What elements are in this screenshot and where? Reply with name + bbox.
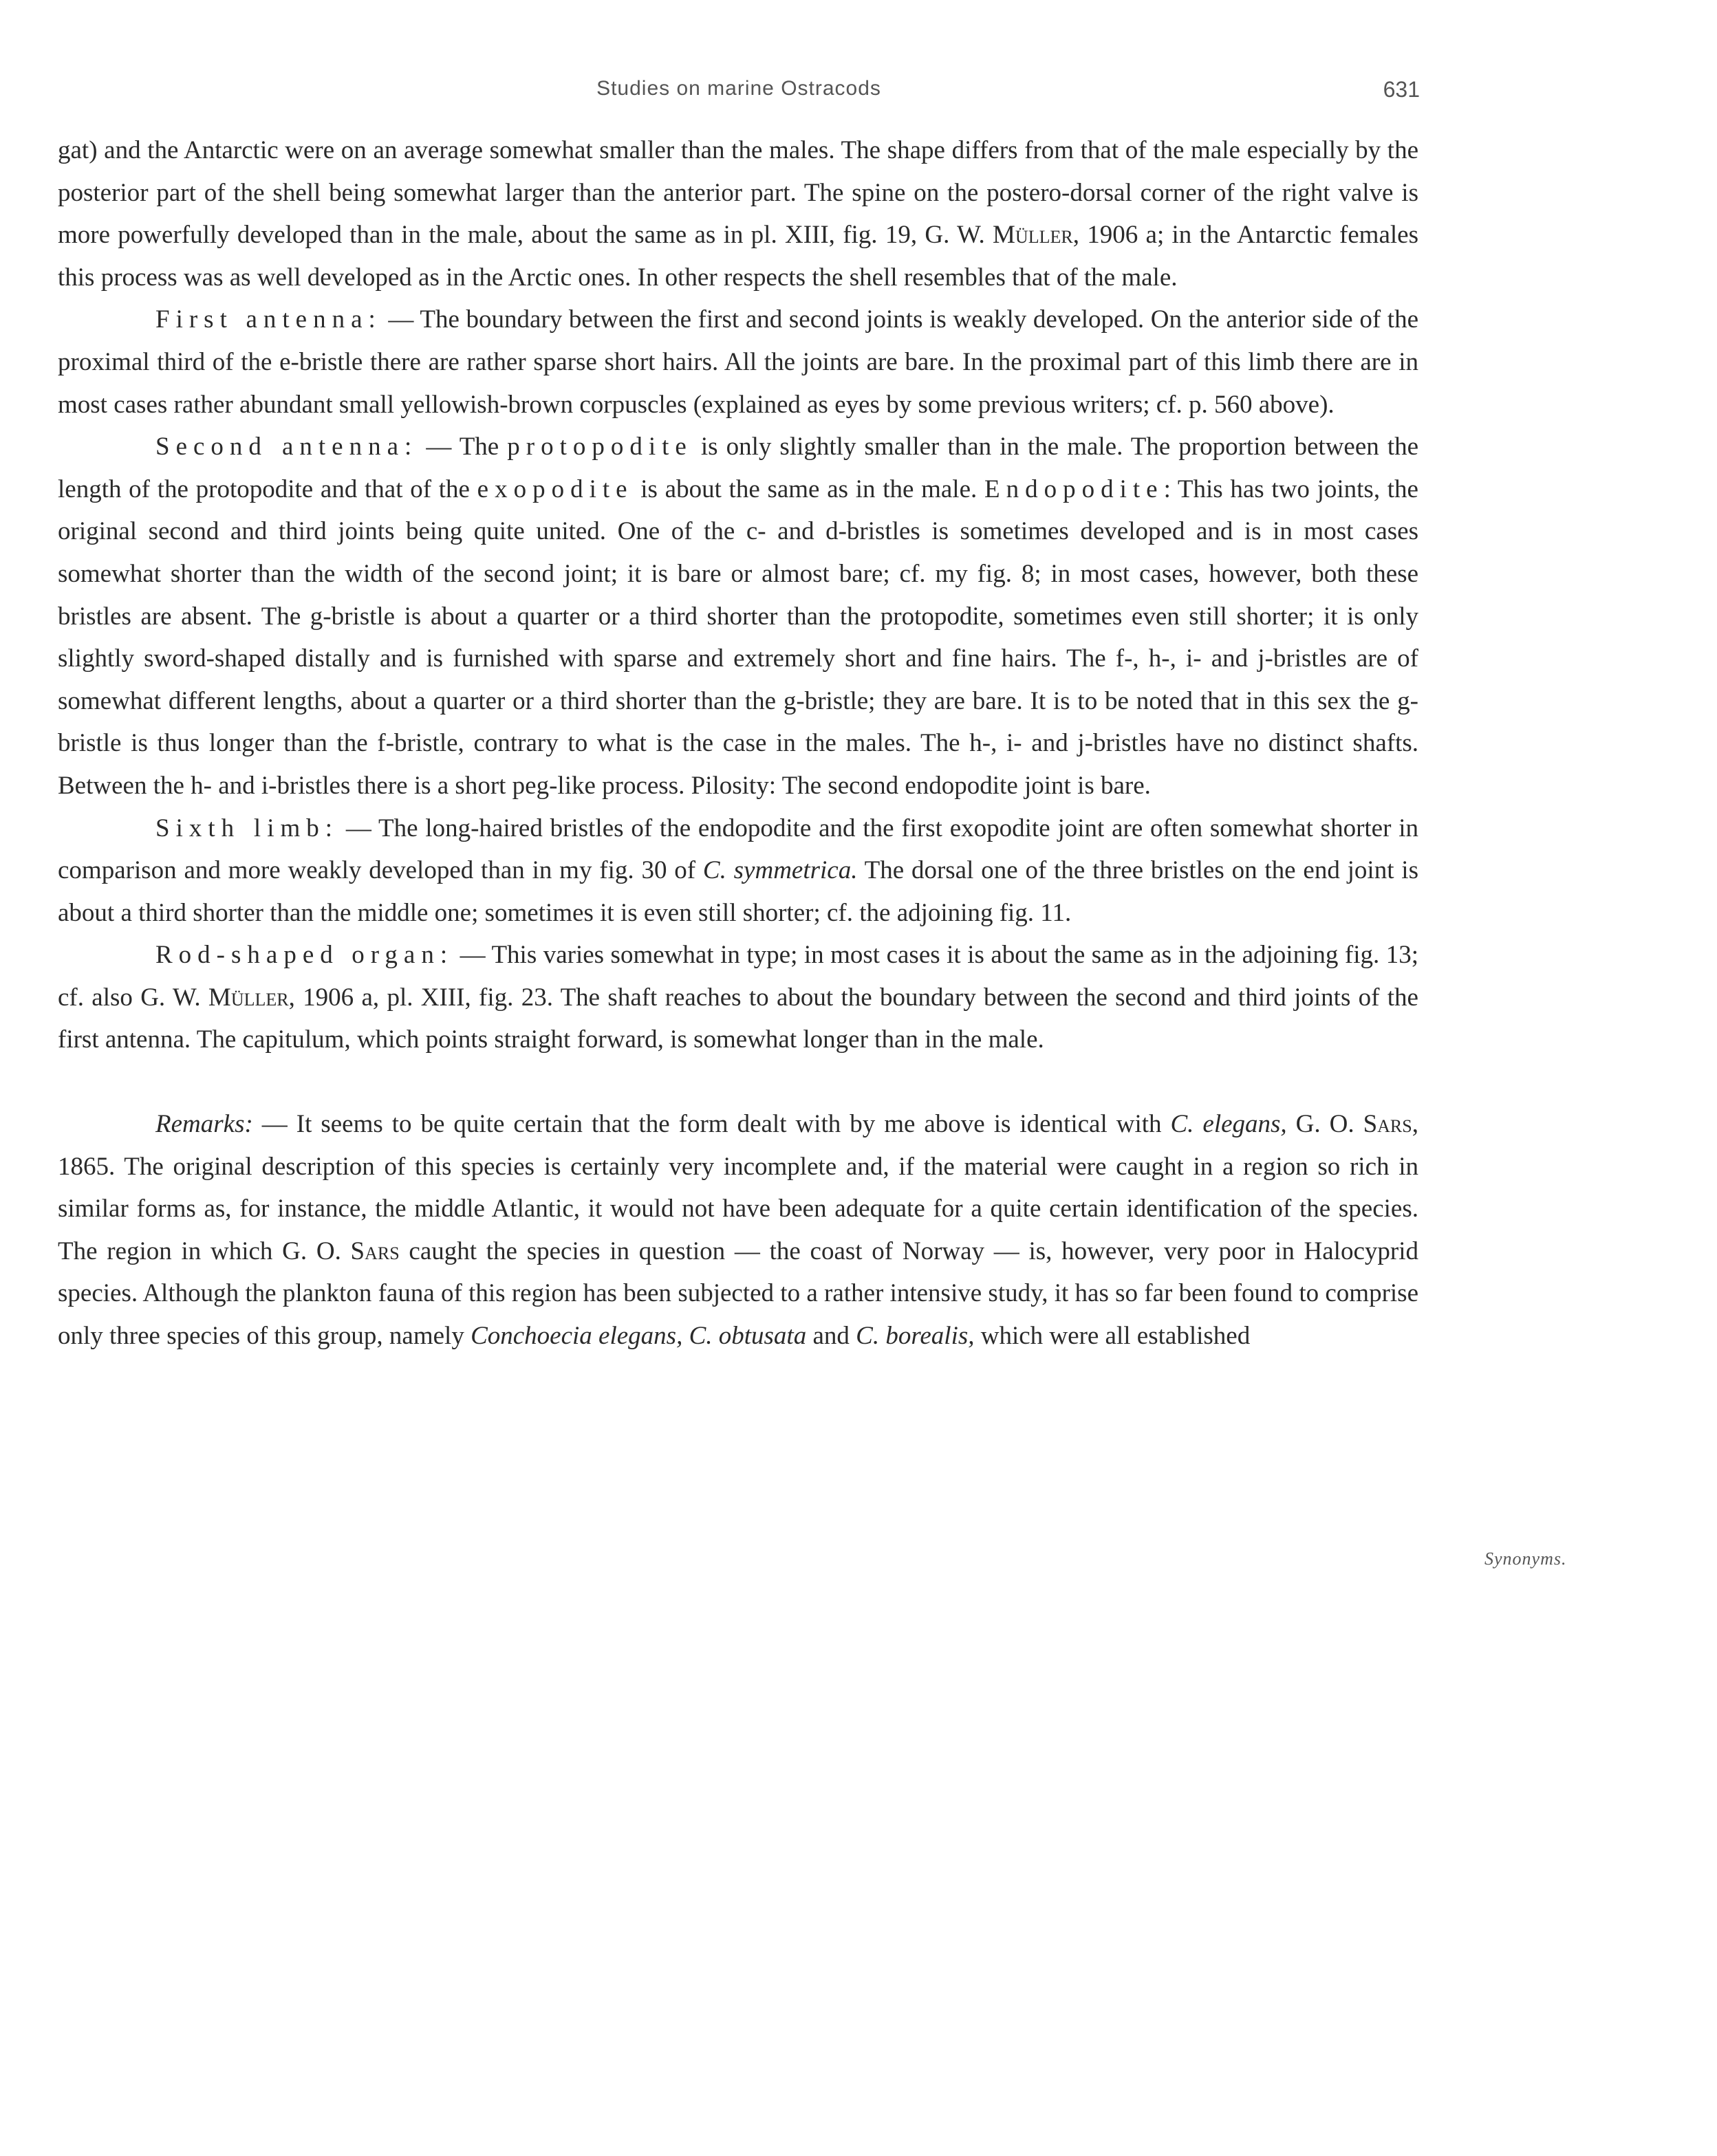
paragraph-rod-shaped-organ	[58, 934, 1418, 1061]
paragraph-text: and	[806, 1322, 856, 1351]
paragraph-second-antenna	[58, 426, 1418, 807]
term-endopodite: Endopodite	[984, 475, 1164, 503]
paragraph-remarks	[58, 1103, 1418, 1358]
species-name: C. borealis,	[856, 1322, 975, 1351]
paragraph-text: , 1906 a; in the Antarctic females this process was as well developed as in the Arctic ones. In other respects the shell resembles that of the male.	[58, 221, 1418, 292]
author-name: Müller	[208, 983, 289, 1012]
paragraph-text: — The long-haired bristles of the endopodite and the first exopodite joint are often somewhat shorter in comparison and more weakly developed than in my fig. 30 of	[58, 814, 1418, 885]
paragraph-text: is about the same as in the male.	[633, 475, 984, 503]
paragraph-first-antenna	[58, 298, 1418, 426]
author-name: Sars	[350, 1237, 400, 1265]
paragraph-text: — The	[418, 433, 508, 461]
body-text	[58, 129, 1418, 1358]
paragraph-text: which were all established	[974, 1322, 1251, 1351]
paragraph-text: — The boundary between the first and second joints is weakly developed. On the anterior side of the proximal third of the e-bristle there are rather sparse short hairs. All the joints are bare. In the proximal part of this limb there are in most cases rather abundant small yellowish-brown corpuscles (explained as eyes by some previous writers; cf. p. 560 above).	[58, 305, 1418, 419]
page-header	[58, 77, 1420, 114]
paragraph-text: gat) and the Antarctic were on an average somewhat smaller than the males. The shape differs from that of the male especially by the posterior part of the shell being somewhat larger than the anterior part. The spine on the postero-dorsal corner of the right valve is more powerfully developed than in the male, about the same as in pl. XIII, fig. 19, G. W.	[58, 136, 1418, 250]
paragraph-text: G. O.	[1286, 1110, 1363, 1139]
author-name: Sars	[1363, 1110, 1412, 1139]
paragraph-text: , 1865. The original description of this species is certainly very incomplete and, if the material were caught in a region so rich in similar forms as, for instance, the middle Atlantic, it would not have been adequate for a quite certain identification of the species. The region in which G. O.	[58, 1110, 1418, 1265]
paragraph-text: — This varies somewhat in type; in most cases it is about the same as in the adjoining fig. 13; cf. also G. W.	[58, 941, 1419, 1012]
paragraph-text: — It seems to be quite certain that the form dealt with by me above is identical with	[252, 1110, 1171, 1139]
page-number: 631	[1383, 77, 1420, 102]
section-heading: Rod-shaped organ:	[155, 941, 454, 970]
section-heading: Sixth limb:	[155, 814, 339, 842]
species-name: C. symmetrica.	[702, 856, 858, 885]
paragraph-text: , 1906 a, pl. XIII, fig. 23. The shaft reaches to about the boundary between the second and third joints of the first antenna. The capitulum, which points straight forward, is somewhat longer than in the male.	[58, 983, 1418, 1054]
remarks-label: Remarks:	[155, 1110, 253, 1139]
section-heading: Second antenna:	[155, 433, 418, 461]
term-protopodite: protopodite	[507, 433, 693, 461]
author-name: Müller	[993, 221, 1073, 250]
paragraph-text: caught the species in question — the coast of Norway — is, however, very poor in Halocyprid species. Although the plankton fauna of this region has been subjected to a rather intensive study, it has so far been found to comprise only three species of this group, namely	[58, 1237, 1418, 1351]
margin-note: Synonyms.	[1484, 1549, 1567, 1569]
paragraph-text: is only slightly smaller than in the male. The proportion between the length of the protopodite and that of the	[58, 433, 1419, 503]
paragraph-shell	[58, 129, 1418, 298]
paragraph-text: The dorsal one of the three bristles on the end joint is about a third shorter than the middle one; sometimes it is even still shorter; cf. the adjoining fig. 11.	[58, 856, 1418, 927]
species-name: Conchoecia elegans, C. obtusata	[471, 1322, 807, 1351]
paragraph-text: : This has two joints, the original second and third joints being quite united. One of the c- and d-bristles is sometimes developed and is in most cases somewhat shorter than the width of the second joint; it is bare or almost bare; cf. my fig. 8; in most cases, however, both these bristles are absent. The g-bristle is about a quarter or a third shorter than the protopodite, sometimes even still shorter; it is only slightly sword-shaped distally and is furnished with sparse and extremely short and fine hairs. The f-, h-, i- and j-bristles are of somewhat different lengths, about a quarter or a third shorter than the g-bristle; they are bare. It is to be noted that in this sex the g-bristle is thus longer than the f-bristle, contrary to what is the case in the males. The h-, i- and j-bristles have no distinct shafts. Between the h- and i-bristles there is a short peg-like process. Pilosity: The second endopodite joint is bare.	[58, 475, 1418, 800]
paragraph-sixth-limb	[58, 807, 1418, 935]
running-title: Studies on marine Ostracods	[596, 77, 881, 100]
section-heading: First antenna:	[155, 305, 382, 334]
term-exopodite: exopodite	[477, 475, 634, 503]
species-name: C. elegans,	[1170, 1110, 1287, 1139]
